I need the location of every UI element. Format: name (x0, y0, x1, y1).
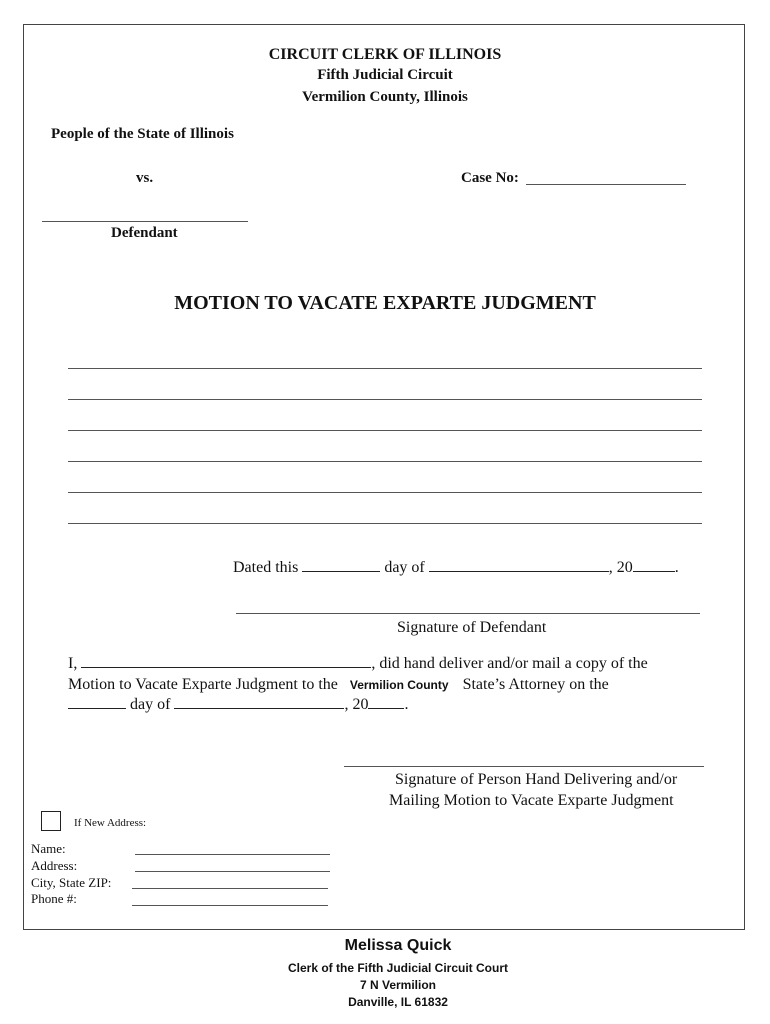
certificate-i: I, (68, 655, 78, 672)
certificate-line1-suffix: , did hand deliver and/or mail a copy of the (371, 655, 648, 672)
delivery-signature-field[interactable] (344, 766, 704, 767)
certificate-month-field[interactable] (174, 708, 344, 709)
dated-day-of: day of (384, 559, 425, 576)
case-no-field[interactable] (526, 184, 686, 185)
address-label-phone: Phone #: (31, 891, 77, 906)
certificate-line2-suffix: State’s Attorney on the (462, 676, 609, 693)
certificate-period: . (404, 696, 409, 713)
signature-delivery-line-2: Mailing Motion to Vacate Exparte Judgment (389, 792, 674, 809)
certificate-line-3 (68, 696, 408, 714)
defendant-label: Defendant (111, 225, 178, 241)
certificate-year-field[interactable] (368, 708, 404, 709)
motion-line[interactable] (68, 523, 702, 524)
new-address-name-field[interactable] (135, 854, 330, 855)
dated-year-prefix: , 20 (608, 559, 633, 576)
motion-line[interactable] (68, 492, 702, 493)
county-name: Vermilion County (349, 678, 449, 692)
certificate-year-prefix: , 20 (344, 696, 369, 713)
footer-name: Melissa Quick (344, 937, 452, 954)
motion-line[interactable] (68, 399, 702, 400)
new-address-city-field[interactable] (132, 888, 328, 889)
case-no-label: Case No: (461, 170, 519, 186)
certificate-name-field[interactable] (81, 667, 371, 668)
dated-line (233, 559, 679, 577)
dated-period: . (674, 559, 679, 576)
certificate-line-2 (68, 676, 609, 694)
new-address-label: If New Address: (74, 817, 147, 829)
signature-delivery-line-1: Signature of Person Hand Delivering and/or (395, 771, 678, 788)
motion-line[interactable] (68, 430, 702, 431)
footer-street: 7 N Vermilion (359, 978, 437, 992)
header-circuit: Fifth Judicial Circuit (317, 67, 453, 83)
dated-month-field[interactable] (429, 571, 609, 572)
new-address-address-field[interactable] (135, 871, 330, 872)
form-title: MOTION TO VACATE EXPARTE JUDGMENT (174, 292, 596, 314)
certificate-line2-prefix: Motion to Vacate Exparte Judgment to the (68, 676, 338, 693)
footer-city: Danville, IL 61832 (348, 995, 448, 1009)
versus-label: vs. (136, 170, 154, 186)
footer-title: Clerk of the Fifth Judicial Circuit Court (287, 961, 508, 975)
header-county: Vermilion County, Illinois (302, 89, 468, 105)
header-title: CIRCUIT CLERK OF ILLINOIS (268, 46, 502, 63)
address-label-city: City, State ZIP: (31, 875, 112, 890)
defendant-signature-field[interactable] (236, 613, 700, 614)
new-address-checkbox[interactable] (41, 811, 61, 831)
dated-day-field[interactable] (302, 571, 380, 572)
address-label-address: Address: (31, 858, 78, 873)
defendant-name-field[interactable] (42, 221, 248, 222)
certificate-day-of: day of (130, 696, 171, 713)
certificate-line-1 (68, 655, 648, 673)
dated-year-field[interactable] (633, 571, 675, 572)
motion-line[interactable] (68, 368, 702, 369)
new-address-phone-field[interactable] (132, 905, 328, 906)
motion-line[interactable] (68, 461, 702, 462)
signature-defendant-label: Signature of Defendant (397, 619, 547, 636)
address-label-name: Name: (31, 841, 66, 856)
dated-prefix: Dated this (233, 559, 299, 576)
plaintiff-label: People of the State of Illinois (51, 126, 234, 142)
certificate-day-field[interactable] (68, 708, 126, 709)
